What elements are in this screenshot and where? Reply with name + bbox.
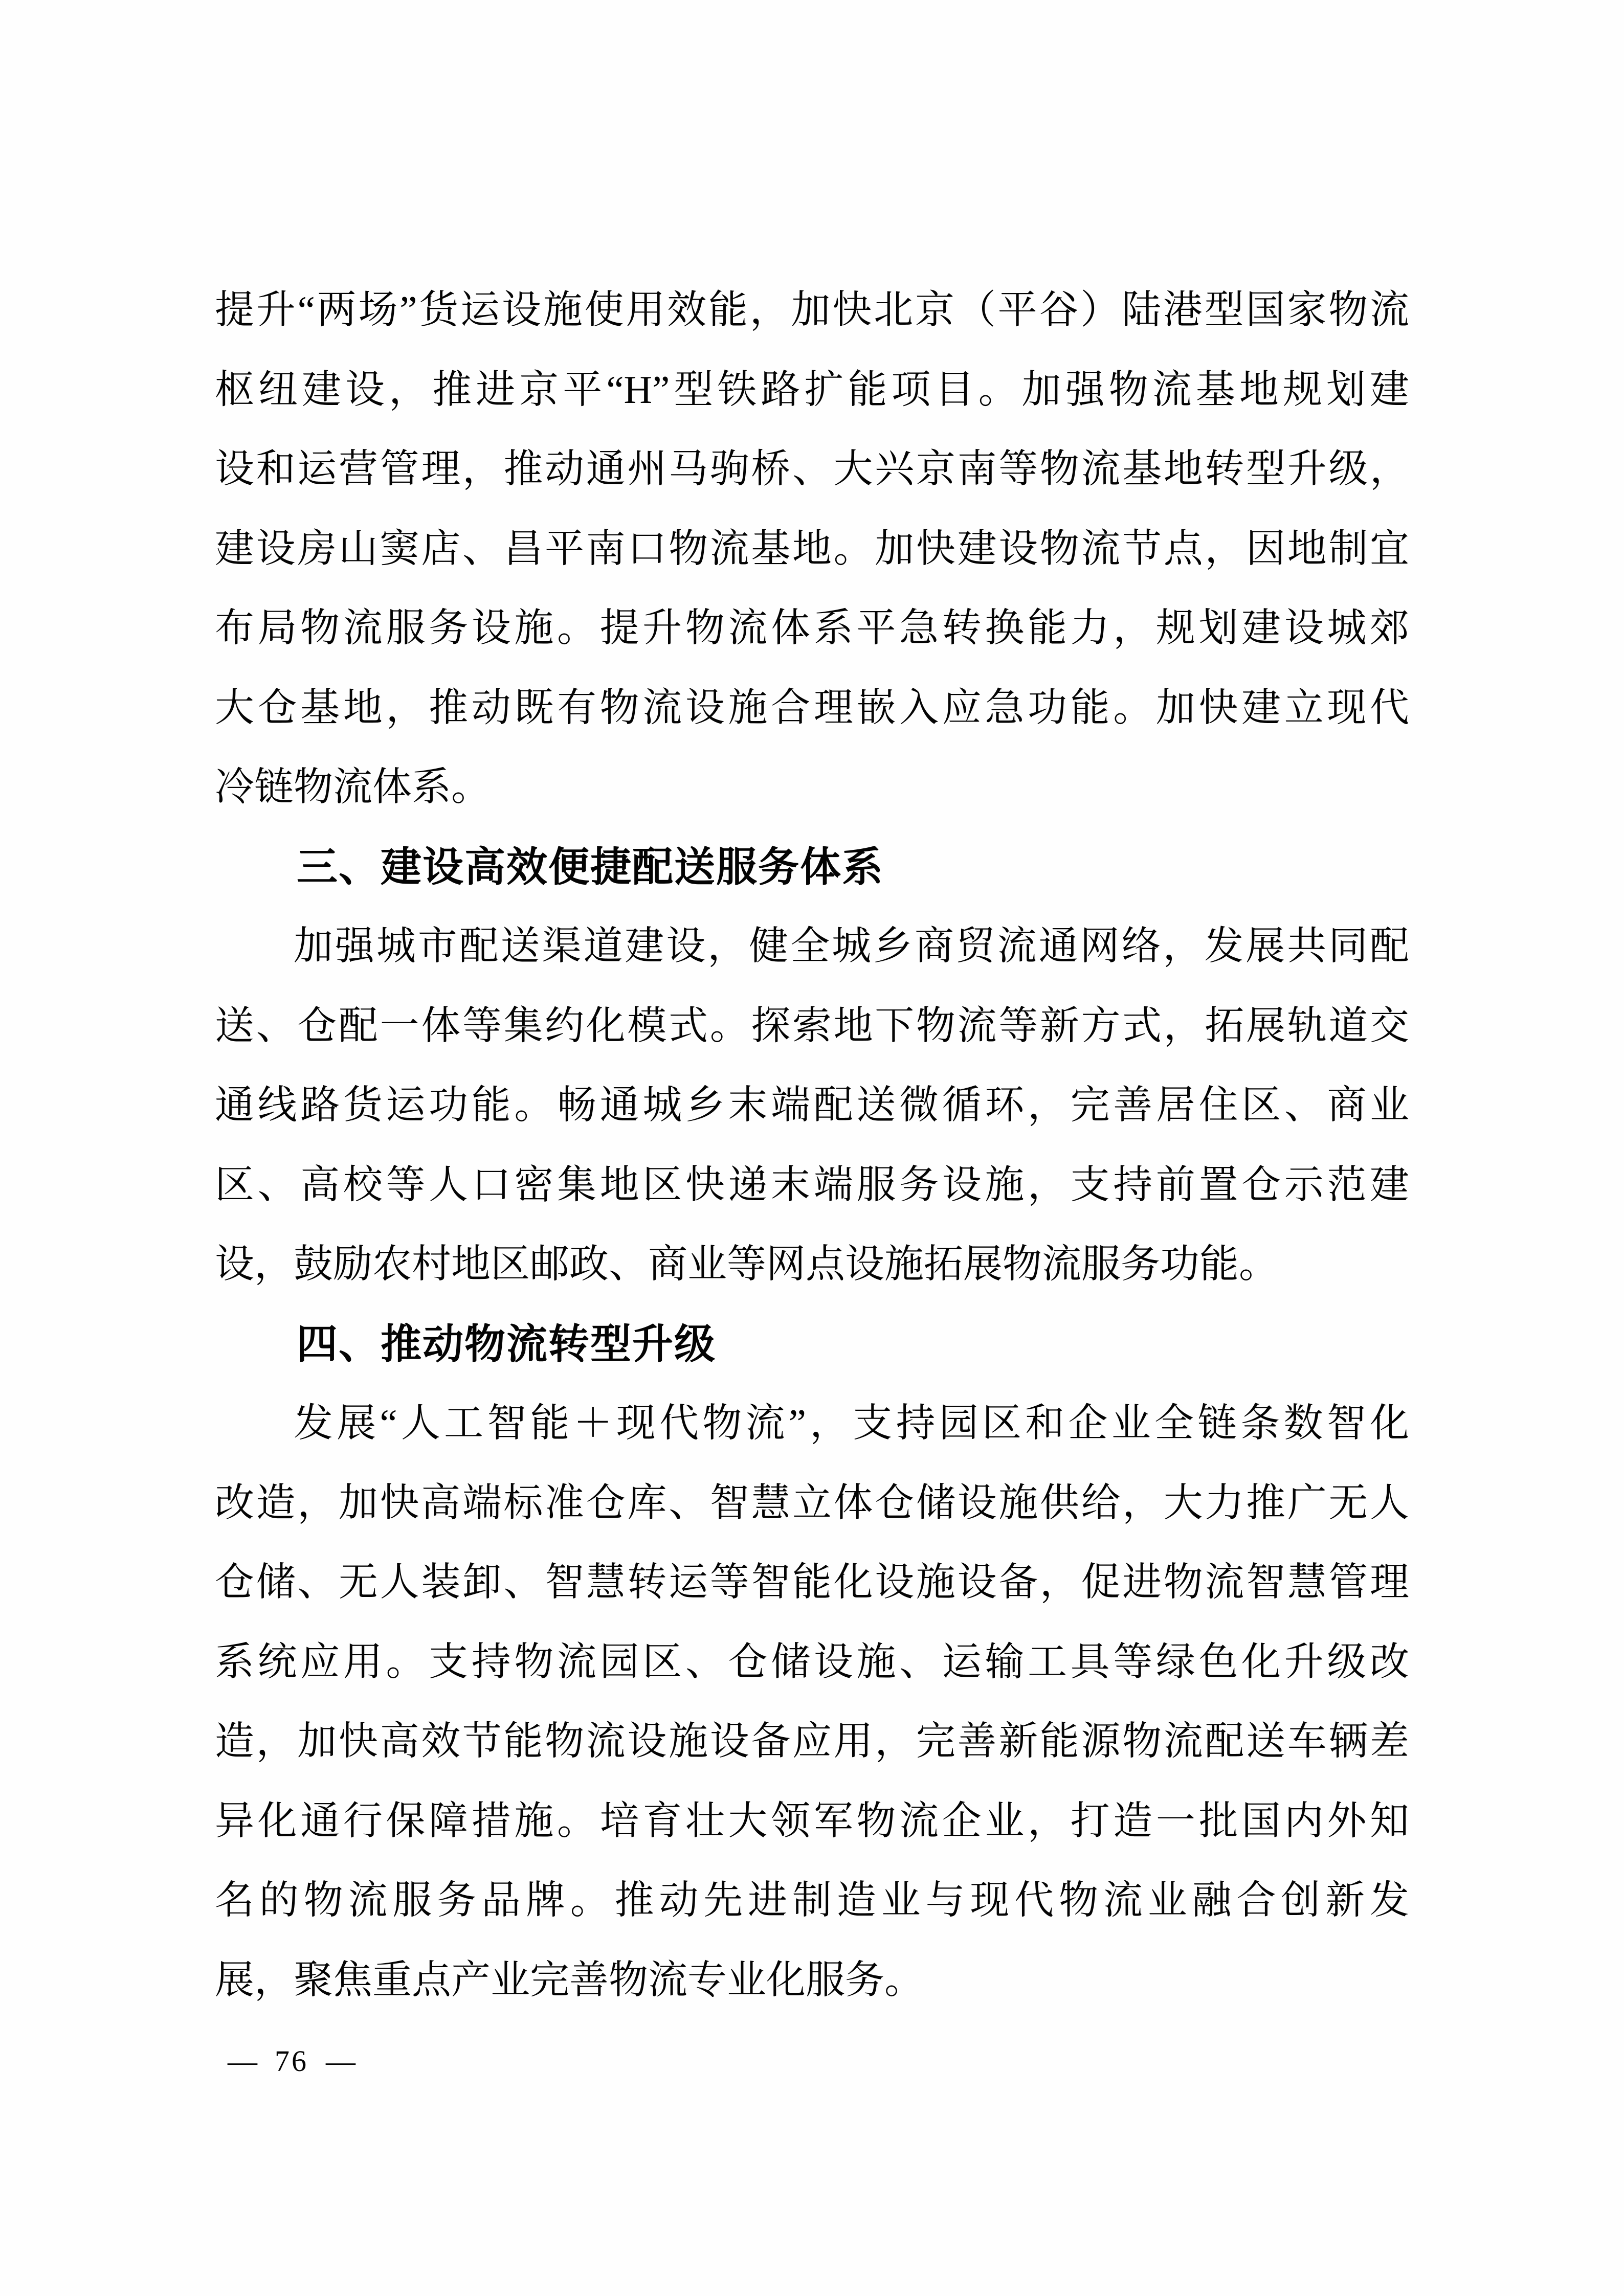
paragraph-line: 建设房山窦店、昌平南口物流基地。加快建设物流节点，因地制宜 <box>215 526 1409 571</box>
paragraph-line: 枢纽建设，推进京平“H”型铁路扩能项目。加强物流基地规划建 <box>215 367 1409 412</box>
paragraph-line: 展，聚焦重点产业完善物流专业化服务。 <box>215 1957 924 2002</box>
paragraph-line: 造，加快高效节能物流设施设备应用，完善新能源物流配送车辆差 <box>215 1719 1409 1763</box>
paragraph-line: 设，鼓励农村地区邮政、商业等网点设施拓展物流服务功能。 <box>215 1242 1278 1286</box>
paragraph-line: 发展“人工智能＋现代物流”，支持园区和企业全链条数智化 <box>294 1401 1409 1445</box>
document-body <box>215 271 1409 2020</box>
footer-dash-left: — <box>228 2044 257 2078</box>
paragraph-line: 区、高校等人口密集地区快递末端服务设施，支持前置仓示范建 <box>215 1162 1409 1207</box>
paragraph-line: 系统应用。支持物流园区、仓储设施、运输工具等绿色化升级改 <box>215 1639 1409 1684</box>
paragraph-line: 送、仓配一体等集约化模式。探索地下物流等新方式，拓展轨道交 <box>215 1003 1409 1048</box>
paragraph-line: 仓储、无人装卸、智慧转运等智能化设施设备，促进物流智慧管理 <box>215 1560 1409 1604</box>
paragraph-line: 名的物流服务品牌。推动先进制造业与现代物流业融合创新发 <box>215 1878 1409 1922</box>
paragraph-line: 布局物流服务设施。提升物流体系平急转换能力，规划建设城郊 <box>215 606 1409 650</box>
paragraph-line: 大仓基地，推动既有物流设施合理嵌入应急功能。加快建立现代 <box>215 685 1409 730</box>
paragraph-line: 设和运营管理，推动通州马驹桥、大兴京南等物流基地转型升级， <box>215 447 1409 491</box>
page-number: 76 <box>275 2044 308 2078</box>
paragraph-line: 通线路货运功能。畅通城乡末端配送微循环，完善居住区、商业 <box>215 1083 1409 1127</box>
footer-dash-right: — <box>326 2044 355 2078</box>
paragraph-line: 异化通行保障措施。培育壮大领军物流企业，打造一批国内外知 <box>215 1798 1409 1843</box>
paragraph-line: 冷链物流体系。 <box>215 765 491 809</box>
section-heading: 三、建设高效便捷配送服务体系 <box>297 844 884 890</box>
paragraph-line: 提升“两场”货运设施使用效能，加快北京（平谷）陆港型国家物流 <box>215 288 1409 332</box>
section-heading: 四、推动物流转型升级 <box>297 1321 716 1367</box>
paragraph-line: 加强城市配送渠道建设，健全城乡商贸流通网络，发展共同配 <box>294 924 1409 968</box>
paragraph-line: 改造，加快高端标准仓库、智慧立体仓储设施供给，大力推广无人 <box>215 1480 1409 1525</box>
page-footer <box>228 2021 355 2101</box>
